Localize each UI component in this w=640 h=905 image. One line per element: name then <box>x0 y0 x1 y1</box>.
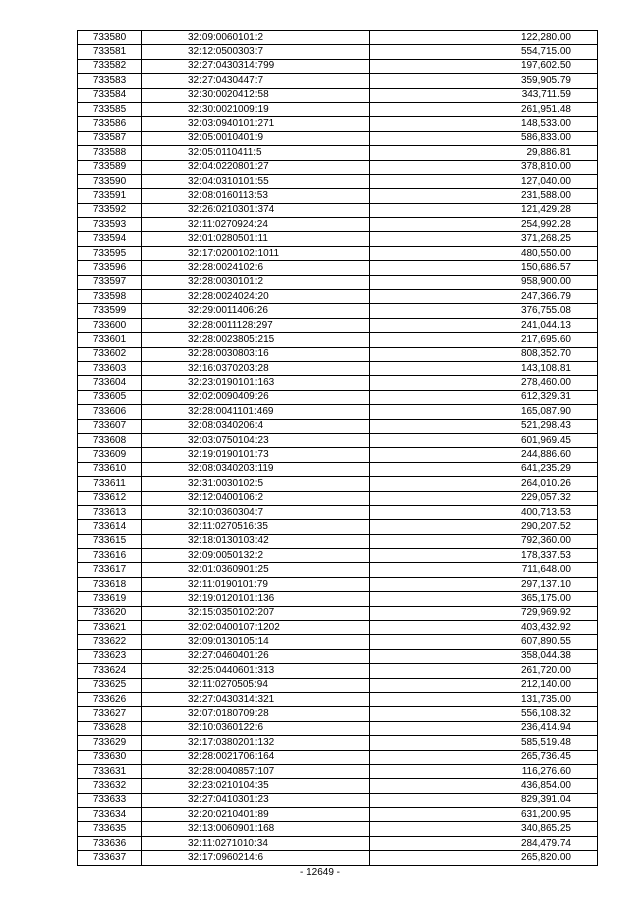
table-row <box>78 189 598 203</box>
cadastral-number-cell: 32:27:0460401:26 <box>142 649 370 663</box>
row-id-cell: 733599 <box>78 304 142 318</box>
cadastral-number-cell: 32:08:0340206:4 <box>142 419 370 433</box>
table-row <box>78 592 598 606</box>
table-row <box>78 160 598 174</box>
row-id-cell: 733633 <box>78 793 142 807</box>
cadastral-number-cell: 32:09:0130105:14 <box>142 635 370 649</box>
cadastral-value-cell: 261,720.00 <box>370 664 598 678</box>
row-id-cell: 733584 <box>78 88 142 102</box>
cadastral-value-cell: 217,695.60 <box>370 333 598 347</box>
row-id-cell: 733603 <box>78 361 142 375</box>
cadastral-value-cell: 601,969.45 <box>370 433 598 447</box>
table-row <box>78 232 598 246</box>
table-row <box>78 577 598 591</box>
cadastral-value-cell: 290,207.52 <box>370 520 598 534</box>
row-id-cell: 733622 <box>78 635 142 649</box>
table-row <box>78 808 598 822</box>
table-row <box>78 779 598 793</box>
table-row <box>78 433 598 447</box>
row-id-cell: 733607 <box>78 419 142 433</box>
row-id-cell: 733592 <box>78 203 142 217</box>
table-row <box>78 692 598 706</box>
row-id-cell: 733623 <box>78 649 142 663</box>
cadastral-number-cell: 32:11:0270505:94 <box>142 678 370 692</box>
cadastral-value-cell: 829,391.04 <box>370 793 598 807</box>
row-id-cell: 733595 <box>78 246 142 260</box>
table-row <box>78 851 598 865</box>
table-row <box>78 390 598 404</box>
cadastral-number-cell: 32:11:0270516:35 <box>142 520 370 534</box>
table-row <box>78 59 598 73</box>
row-id-cell: 733590 <box>78 174 142 188</box>
cadastral-value-cell: 241,044.13 <box>370 318 598 332</box>
row-id-cell: 733593 <box>78 218 142 232</box>
table-row <box>78 246 598 260</box>
cadastral-value-cell: 808,352.70 <box>370 347 598 361</box>
cadastral-number-cell: 32:01:0280501:11 <box>142 232 370 246</box>
table-row <box>78 376 598 390</box>
cadastral-value-cell: 254,992.28 <box>370 218 598 232</box>
cadastral-value-cell: 122,280.00 <box>370 31 598 45</box>
table-row <box>78 304 598 318</box>
cadastral-value-cell: 116,276.60 <box>370 764 598 778</box>
cadastral-value-cell: 378,810.00 <box>370 160 598 174</box>
row-id-cell: 733597 <box>78 275 142 289</box>
cadastral-value-cell: 554,715.00 <box>370 45 598 59</box>
cadastral-number-cell: 32:23:0210104:35 <box>142 779 370 793</box>
table-row <box>78 534 598 548</box>
row-id-cell: 733615 <box>78 534 142 548</box>
cadastral-number-cell: 32:27:0430314:799 <box>142 59 370 73</box>
page-number: - 12649 - <box>299 867 341 878</box>
cadastral-value-cell: 165,087.90 <box>370 405 598 419</box>
row-id-cell: 733598 <box>78 290 142 304</box>
table-row <box>78 45 598 59</box>
table-row <box>78 405 598 419</box>
cadastral-number-cell: 32:28:0030101:2 <box>142 275 370 289</box>
cadastral-value-cell: 231,588.00 <box>370 189 598 203</box>
row-id-cell: 733634 <box>78 808 142 822</box>
table-row <box>78 318 598 332</box>
cadastral-value-cell: 958,900.00 <box>370 275 598 289</box>
cadastral-number-cell: 32:29:0011406:26 <box>142 304 370 318</box>
row-id-cell: 733620 <box>78 606 142 620</box>
row-id-cell: 733616 <box>78 549 142 563</box>
cadastral-value-cell: 265,820.00 <box>370 851 598 865</box>
cadastral-number-cell: 32:07:0180709:28 <box>142 707 370 721</box>
row-id-cell: 733586 <box>78 117 142 131</box>
cadastral-value-cell: 365,175.00 <box>370 592 598 606</box>
table-row <box>78 102 598 116</box>
cadastral-number-cell: 32:05:0110411:5 <box>142 146 370 160</box>
row-id-cell: 733589 <box>78 160 142 174</box>
table-row <box>78 203 598 217</box>
row-id-cell: 733632 <box>78 779 142 793</box>
cadastral-value-cell: 359,905.79 <box>370 74 598 88</box>
row-id-cell: 733583 <box>78 74 142 88</box>
table-row <box>78 678 598 692</box>
table-body <box>78 31 598 866</box>
row-id-cell: 733581 <box>78 45 142 59</box>
cadastral-value-cell: 178,337.53 <box>370 549 598 563</box>
cadastral-value-cell: 229,057.32 <box>370 491 598 505</box>
cadastral-value-cell: 212,140.00 <box>370 678 598 692</box>
table-row <box>78 707 598 721</box>
cadastral-number-cell: 32:02:0090409:26 <box>142 390 370 404</box>
table-row <box>78 505 598 519</box>
cadastral-value-cell: 436,854.00 <box>370 779 598 793</box>
row-id-cell: 733635 <box>78 822 142 836</box>
cadastral-value-cell: 148,533.00 <box>370 117 598 131</box>
table-row <box>78 275 598 289</box>
cadastral-number-cell: 32:11:0270924:24 <box>142 218 370 232</box>
cadastral-number-cell: 32:26:0210301:374 <box>142 203 370 217</box>
cadastral-value-cell: 143,108.81 <box>370 361 598 375</box>
cadastral-value-cell: 376,755.08 <box>370 304 598 318</box>
cadastral-number-cell: 32:11:0271010:34 <box>142 836 370 850</box>
cadastral-number-cell: 32:10:0360304:7 <box>142 505 370 519</box>
cadastral-value-cell: 340,865.25 <box>370 822 598 836</box>
cadastral-number-cell: 32:28:0011128:297 <box>142 318 370 332</box>
cadastral-number-cell: 32:23:0190101:163 <box>142 376 370 390</box>
row-id-cell: 733580 <box>78 31 142 45</box>
row-id-cell: 733630 <box>78 750 142 764</box>
cadastral-number-cell: 32:17:0200102:1011 <box>142 246 370 260</box>
cadastral-value-table <box>77 30 598 866</box>
table-row <box>78 462 598 476</box>
table-row <box>78 131 598 145</box>
cadastral-value-cell: 131,735.00 <box>370 692 598 706</box>
table-row <box>78 836 598 850</box>
table-row <box>78 74 598 88</box>
cadastral-number-cell: 32:28:0024024:20 <box>142 290 370 304</box>
cadastral-value-cell: 358,044.38 <box>370 649 598 663</box>
cadastral-value-cell: 247,366.79 <box>370 290 598 304</box>
cadastral-value-cell: 284,479.74 <box>370 836 598 850</box>
row-id-cell: 733612 <box>78 491 142 505</box>
cadastral-number-cell: 32:01:0360901:25 <box>142 563 370 577</box>
cadastral-value-cell: 127,040.00 <box>370 174 598 188</box>
cadastral-number-cell: 32:27:0430314:321 <box>142 692 370 706</box>
table-row <box>78 448 598 462</box>
cadastral-number-cell: 32:08:0340203:119 <box>142 462 370 476</box>
cadastral-value-cell: 612,329.31 <box>370 390 598 404</box>
table-row <box>78 117 598 131</box>
cadastral-number-cell: 32:28:0023805:215 <box>142 333 370 347</box>
cadastral-number-cell: 32:28:0040857:107 <box>142 764 370 778</box>
cadastral-value-cell: 586,833.00 <box>370 131 598 145</box>
row-id-cell: 733606 <box>78 405 142 419</box>
cadastral-number-cell: 32:18:0130103:42 <box>142 534 370 548</box>
cadastral-number-cell: 32:08:0160113:53 <box>142 189 370 203</box>
cadastral-number-cell: 32:09:0060101:2 <box>142 31 370 45</box>
cadastral-number-cell: 32:15:0350102:207 <box>142 606 370 620</box>
cadastral-number-cell: 32:27:0410301:23 <box>142 793 370 807</box>
cadastral-number-cell: 32:04:0220801:27 <box>142 160 370 174</box>
cadastral-value-cell: 585,519.48 <box>370 736 598 750</box>
cadastral-value-cell: 236,414.94 <box>370 721 598 735</box>
cadastral-number-cell: 32:04:0310101:55 <box>142 174 370 188</box>
cadastral-number-cell: 32:28:0041101:469 <box>142 405 370 419</box>
cadastral-value-cell: 278,460.00 <box>370 376 598 390</box>
cadastral-number-cell: 32:12:0400106:2 <box>142 491 370 505</box>
row-id-cell: 733588 <box>78 146 142 160</box>
cadastral-value-cell: 261,951.48 <box>370 102 598 116</box>
row-id-cell: 733628 <box>78 721 142 735</box>
cadastral-number-cell: 32:11:0190101:79 <box>142 577 370 591</box>
row-id-cell: 733600 <box>78 318 142 332</box>
cadastral-value-cell: 711,648.00 <box>370 563 598 577</box>
cadastral-number-cell: 32:28:0024102:6 <box>142 261 370 275</box>
table-row <box>78 419 598 433</box>
cadastral-number-cell: 32:10:0360122:6 <box>142 721 370 735</box>
table-row <box>78 621 598 635</box>
table-row <box>78 261 598 275</box>
table-row <box>78 477 598 491</box>
row-id-cell: 733602 <box>78 347 142 361</box>
row-id-cell: 733611 <box>78 477 142 491</box>
cadastral-number-cell: 32:03:0750104:23 <box>142 433 370 447</box>
cadastral-number-cell: 32:03:0940101:271 <box>142 117 370 131</box>
table-row <box>78 563 598 577</box>
table-row <box>78 520 598 534</box>
table-row <box>78 549 598 563</box>
row-id-cell: 733625 <box>78 678 142 692</box>
row-id-cell: 733631 <box>78 764 142 778</box>
cadastral-number-cell: 32:17:0960214:6 <box>142 851 370 865</box>
row-id-cell: 733618 <box>78 577 142 591</box>
table-row <box>78 606 598 620</box>
table-row <box>78 361 598 375</box>
row-id-cell: 733609 <box>78 448 142 462</box>
cadastral-number-cell: 32:13:0060901:168 <box>142 822 370 836</box>
row-id-cell: 733605 <box>78 390 142 404</box>
cadastral-number-cell: 32:25:0440601:313 <box>142 664 370 678</box>
table-row <box>78 146 598 160</box>
table-row <box>78 649 598 663</box>
row-id-cell: 733636 <box>78 836 142 850</box>
cadastral-value-cell: 29,886.81 <box>370 146 598 160</box>
row-id-cell: 733617 <box>78 563 142 577</box>
row-id-cell: 733594 <box>78 232 142 246</box>
cadastral-value-cell: 607,890.55 <box>370 635 598 649</box>
row-id-cell: 733619 <box>78 592 142 606</box>
table-row <box>78 333 598 347</box>
cadastral-value-cell: 343,711.59 <box>370 88 598 102</box>
cadastral-number-cell: 32:28:0030803:16 <box>142 347 370 361</box>
cadastral-number-cell: 32:28:0021706:164 <box>142 750 370 764</box>
cadastral-number-cell: 32:30:0021009:19 <box>142 102 370 116</box>
table-row <box>78 793 598 807</box>
table-row <box>78 174 598 188</box>
table-row <box>78 491 598 505</box>
cadastral-value-cell: 371,268.25 <box>370 232 598 246</box>
row-id-cell: 733613 <box>78 505 142 519</box>
table-row <box>78 31 598 45</box>
cadastral-number-cell: 32:27:0430447:7 <box>142 74 370 88</box>
table-row <box>78 721 598 735</box>
cadastral-value-cell: 556,108.32 <box>370 707 598 721</box>
cadastral-value-cell: 244,886.60 <box>370 448 598 462</box>
row-id-cell: 733624 <box>78 664 142 678</box>
cadastral-number-cell: 32:17:0380201:132 <box>142 736 370 750</box>
table-row <box>78 736 598 750</box>
row-id-cell: 733587 <box>78 131 142 145</box>
row-id-cell: 733610 <box>78 462 142 476</box>
table-row <box>78 750 598 764</box>
cadastral-value-cell: 197,602.50 <box>370 59 598 73</box>
table-row <box>78 88 598 102</box>
cadastral-number-cell: 32:30:0020412:58 <box>142 88 370 102</box>
row-id-cell: 733637 <box>78 851 142 865</box>
row-id-cell: 733585 <box>78 102 142 116</box>
row-id-cell: 733629 <box>78 736 142 750</box>
cadastral-number-cell: 32:16:0370203:28 <box>142 361 370 375</box>
row-id-cell: 733582 <box>78 59 142 73</box>
cadastral-number-cell: 32:05:0010401:9 <box>142 131 370 145</box>
cadastral-number-cell: 32:12:0500303:7 <box>142 45 370 59</box>
cadastral-value-cell: 729,969.92 <box>370 606 598 620</box>
cadastral-number-cell: 32:20:0210401:89 <box>142 808 370 822</box>
cadastral-value-cell: 521,298.43 <box>370 419 598 433</box>
row-id-cell: 733591 <box>78 189 142 203</box>
cadastral-value-cell: 480,550.00 <box>370 246 598 260</box>
table-row <box>78 218 598 232</box>
table-row <box>78 822 598 836</box>
cadastral-value-cell: 264,010.26 <box>370 477 598 491</box>
row-id-cell: 733608 <box>78 433 142 447</box>
row-id-cell: 733596 <box>78 261 142 275</box>
cadastral-number-cell: 32:31:0030102:5 <box>142 477 370 491</box>
table-row <box>78 764 598 778</box>
cadastral-value-cell: 792,360.00 <box>370 534 598 548</box>
row-id-cell: 733621 <box>78 621 142 635</box>
table-row <box>78 347 598 361</box>
row-id-cell: 733601 <box>78 333 142 347</box>
cadastral-value-cell: 121,429.28 <box>370 203 598 217</box>
cadastral-number-cell: 32:09:0050132:2 <box>142 549 370 563</box>
table-row <box>78 635 598 649</box>
cadastral-number-cell: 32:02:0400107:1202 <box>142 621 370 635</box>
cadastral-value-cell: 631,200.95 <box>370 808 598 822</box>
row-id-cell: 733626 <box>78 692 142 706</box>
cadastral-value-cell: 265,736.45 <box>370 750 598 764</box>
cadastral-number-cell: 32:19:0120101:136 <box>142 592 370 606</box>
table-row <box>78 290 598 304</box>
cadastral-value-cell: 150,686.57 <box>370 261 598 275</box>
cadastral-value-cell: 400,713.53 <box>370 505 598 519</box>
table-row <box>78 664 598 678</box>
cadastral-number-cell: 32:19:0190101:73 <box>142 448 370 462</box>
cadastral-value-cell: 297,137.10 <box>370 577 598 591</box>
cadastral-value-cell: 641,235.29 <box>370 462 598 476</box>
row-id-cell: 733604 <box>78 376 142 390</box>
row-id-cell: 733614 <box>78 520 142 534</box>
row-id-cell: 733627 <box>78 707 142 721</box>
cadastral-value-cell: 403,432.92 <box>370 621 598 635</box>
